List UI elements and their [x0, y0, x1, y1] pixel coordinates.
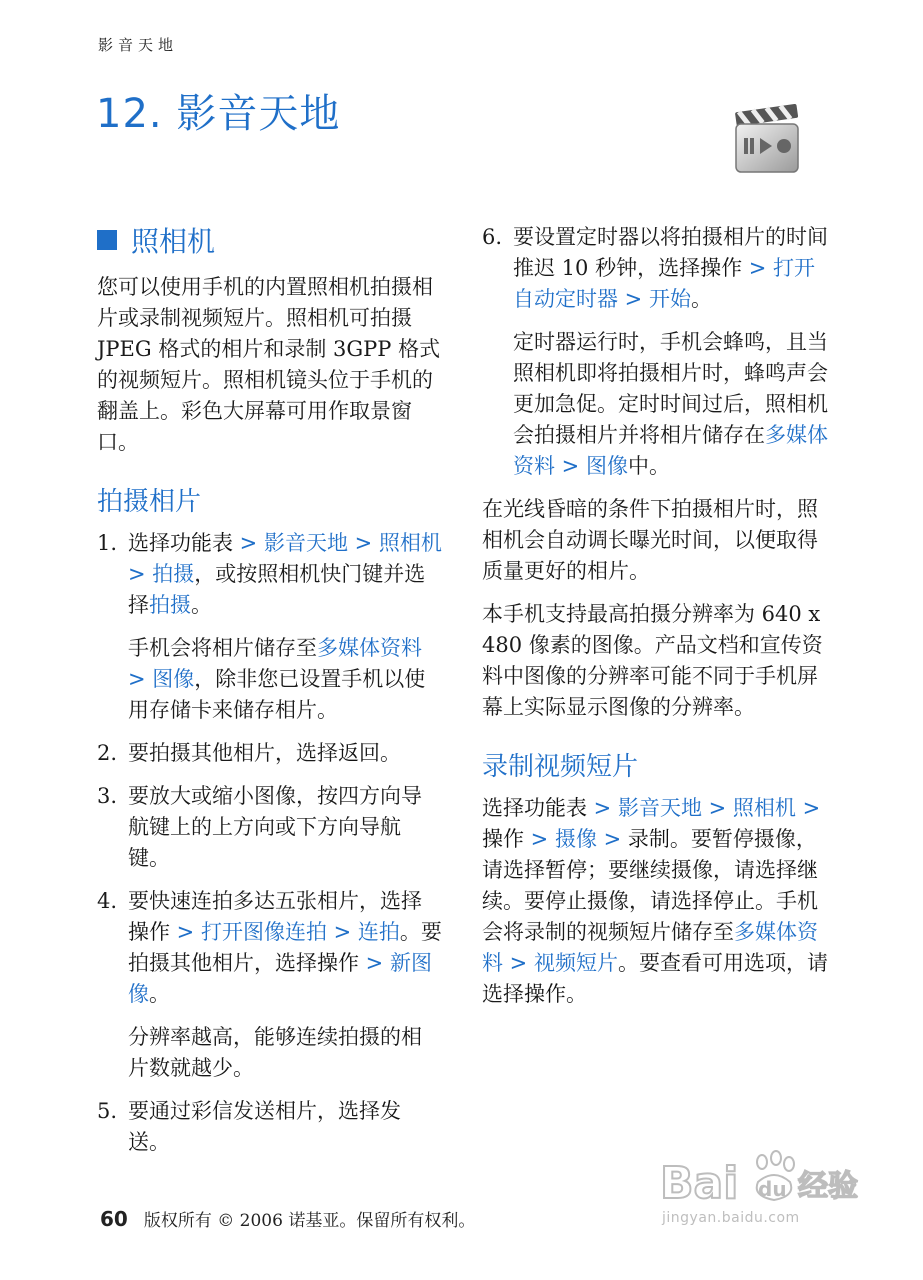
running-header: 影音天地 — [98, 36, 179, 54]
menu-command: 继续 — [482, 858, 818, 913]
separator: > — [128, 667, 153, 691]
menu-command: 暂停 — [545, 858, 587, 882]
body-text: 。要暂停摄像，请选择 — [482, 827, 817, 882]
left-column — [97, 222, 442, 1170]
separator: > — [701, 796, 733, 820]
separator: > — [524, 827, 555, 851]
menu-link: 开始 — [648, 287, 691, 311]
intro-paragraph: 您可以使用手机的内置照相机拍摄相片或录制视频短片。照相机可拍摄 JPEG 格式的相片和录制 3GPP 格式的视频短片。照相机镜头位于手机的翻盖上。彩色大屏幕可用作取景窗口。 — [97, 275, 441, 454]
menu-link: 连拍 — [357, 920, 400, 944]
menu-link: 拍摄 — [152, 562, 195, 586]
low-light-paragraph: 在光线昏暗的条件下拍摄相片时，照相机会自动调长曝光时间，以便取得质量更好的相片。 — [482, 497, 818, 583]
step-note: 分辨率越高，能够连续拍摄的相片数就越少。 — [128, 1025, 422, 1080]
menu-link: 图像 — [585, 454, 628, 478]
menu-link: 视频短片 — [533, 951, 618, 975]
menu-command: 操作 — [128, 920, 170, 944]
body-text: 。要停止摄像，请选择 — [503, 889, 713, 913]
step-list — [482, 222, 832, 482]
note-text: 定时器运行时，手机会蜂鸣，且当照相机即将拍摄相片时，蜂鸣声会更加急促。定时时间过后，照相机会拍摄相片并将相片储存在 — [513, 330, 828, 447]
separator: > — [128, 562, 153, 586]
section-heading — [97, 222, 442, 262]
watermark-logo — [658, 1148, 870, 1238]
menu-link: 影音天地 — [617, 796, 702, 820]
step-item — [97, 886, 442, 1084]
square-icon — [97, 230, 117, 250]
step-number: 4. — [97, 889, 118, 913]
note-text: 手机会将相片储存至 — [128, 636, 317, 660]
menu-command: 操作 — [317, 951, 359, 975]
menu-link: 照相机 — [378, 531, 442, 555]
body-text: 选择 — [482, 796, 524, 820]
separator: > — [233, 531, 264, 555]
step-item — [97, 1096, 442, 1158]
step-number: 3. — [97, 784, 118, 808]
separator: > — [503, 951, 534, 975]
video-paragraph — [482, 793, 832, 1010]
menu-link: 多媒体资料 — [513, 423, 828, 478]
menu-link: 影音天地 — [263, 531, 348, 555]
step-item — [97, 528, 442, 726]
step-item — [482, 222, 832, 482]
body-text: ；要继续摄像，请选择 — [587, 858, 797, 882]
baidu-paw-icon — [658, 1148, 870, 1210]
clapperboard-icon — [730, 98, 804, 176]
step-text: 。 — [149, 1130, 170, 1154]
watermark-cn: 经验 — [798, 1169, 858, 1204]
step-item — [97, 738, 442, 769]
body-text: 。要查看可用选项，请选择 — [482, 951, 828, 1006]
page-footer — [100, 1206, 475, 1231]
right-column — [482, 222, 832, 1022]
subsection-title: 录制视频短片 — [482, 752, 639, 782]
watermark-brand: Bai — [660, 1158, 739, 1209]
separator: > — [596, 827, 628, 851]
note-text: ，除非您已设置手机以使用存储卡来储存相片。 — [128, 667, 426, 722]
copyright-text: 版权所有 © 2006 诺基亚。保留所有权利。 — [143, 1211, 476, 1231]
step-text: 要快速连拍多达五张相片，选择 — [128, 889, 422, 913]
subsection-title: 拍摄相片 — [97, 487, 202, 517]
step-text: 要放大或缩小图像，按四方向导航键上的上方向或下方向导航键。 — [128, 784, 422, 870]
step-text: 要拍摄其他相片，选择 — [128, 741, 338, 765]
step-text: 要设置定时器以将拍摄相片的时间推迟 10 秒钟，选择 — [513, 225, 828, 280]
step-number: 2. — [97, 741, 118, 765]
resolution-paragraph: 本手机支持最高拍摄分辨率为 640 x 480 像素的图像。产品文档和宣传资料中图像的分辨率可能不同于手机屏幕上实际显示图像的分辨率。 — [482, 602, 823, 719]
menu-command: 停止 — [713, 889, 755, 913]
separator: > — [359, 951, 390, 975]
step-text: 选择 — [128, 531, 170, 555]
separator: > — [170, 920, 201, 944]
menu-command: 操作 — [700, 256, 743, 280]
menu-command: 功能表 — [524, 796, 587, 820]
step-text: 。要拍摄其他相片，选择 — [128, 920, 442, 975]
step-note — [513, 327, 832, 482]
step-text: 。 — [380, 741, 401, 765]
separator: > — [587, 796, 618, 820]
separator: > — [555, 454, 586, 478]
menu-link: 打开图像连拍 — [200, 920, 327, 944]
step-number: 1. — [97, 531, 118, 555]
menu-link: 新图像 — [128, 951, 432, 1006]
menu-command: 录制 — [627, 827, 670, 851]
menu-link: 多媒体资料 — [317, 636, 422, 660]
watermark-url: jingyan.baidu.com — [662, 1210, 800, 1226]
menu-link: 多媒体资料 — [482, 920, 818, 975]
watermark-brand2: du — [758, 1177, 787, 1201]
page-number: 60 — [100, 1207, 128, 1231]
menu-link: 打开自动定时器 — [513, 256, 816, 311]
chapter-title: 12. 影音天地 — [96, 91, 341, 137]
step-text: 。 — [690, 287, 712, 311]
separator: > — [326, 920, 358, 944]
body-text: 。 — [566, 982, 587, 1006]
menu-command: 发送 — [128, 1099, 401, 1154]
step-list — [97, 528, 442, 1158]
section-title: 照相机 — [131, 225, 216, 258]
step-item — [97, 781, 442, 874]
step-text: 。 — [191, 593, 212, 617]
menu-command: 操作 — [524, 982, 566, 1006]
menu-command: 操作 — [482, 827, 524, 851]
step-text: 。 — [149, 982, 170, 1006]
step-text: ，或按照相机快门键并选择 — [128, 562, 426, 617]
menu-link: 照相机 — [732, 796, 796, 820]
menu-link: 图像 — [152, 667, 195, 691]
separator: > — [618, 287, 649, 311]
menu-link: 摄像 — [554, 827, 597, 851]
separator: > — [742, 256, 774, 280]
menu-command: 功能表 — [170, 531, 233, 555]
separator: > — [347, 531, 379, 555]
step-text: 要通过彩信发送相片，选择 — [128, 1099, 380, 1123]
separator: > — [795, 796, 821, 820]
body-text: 。手机会将录制的视频短片储存至 — [482, 889, 818, 944]
step-number: 6. — [482, 225, 503, 249]
menu-link: 拍摄 — [149, 593, 191, 617]
step-number: 5. — [97, 1099, 118, 1123]
note-text: 中。 — [627, 454, 670, 478]
menu-command: 返回 — [338, 741, 380, 765]
step-note — [128, 633, 442, 726]
